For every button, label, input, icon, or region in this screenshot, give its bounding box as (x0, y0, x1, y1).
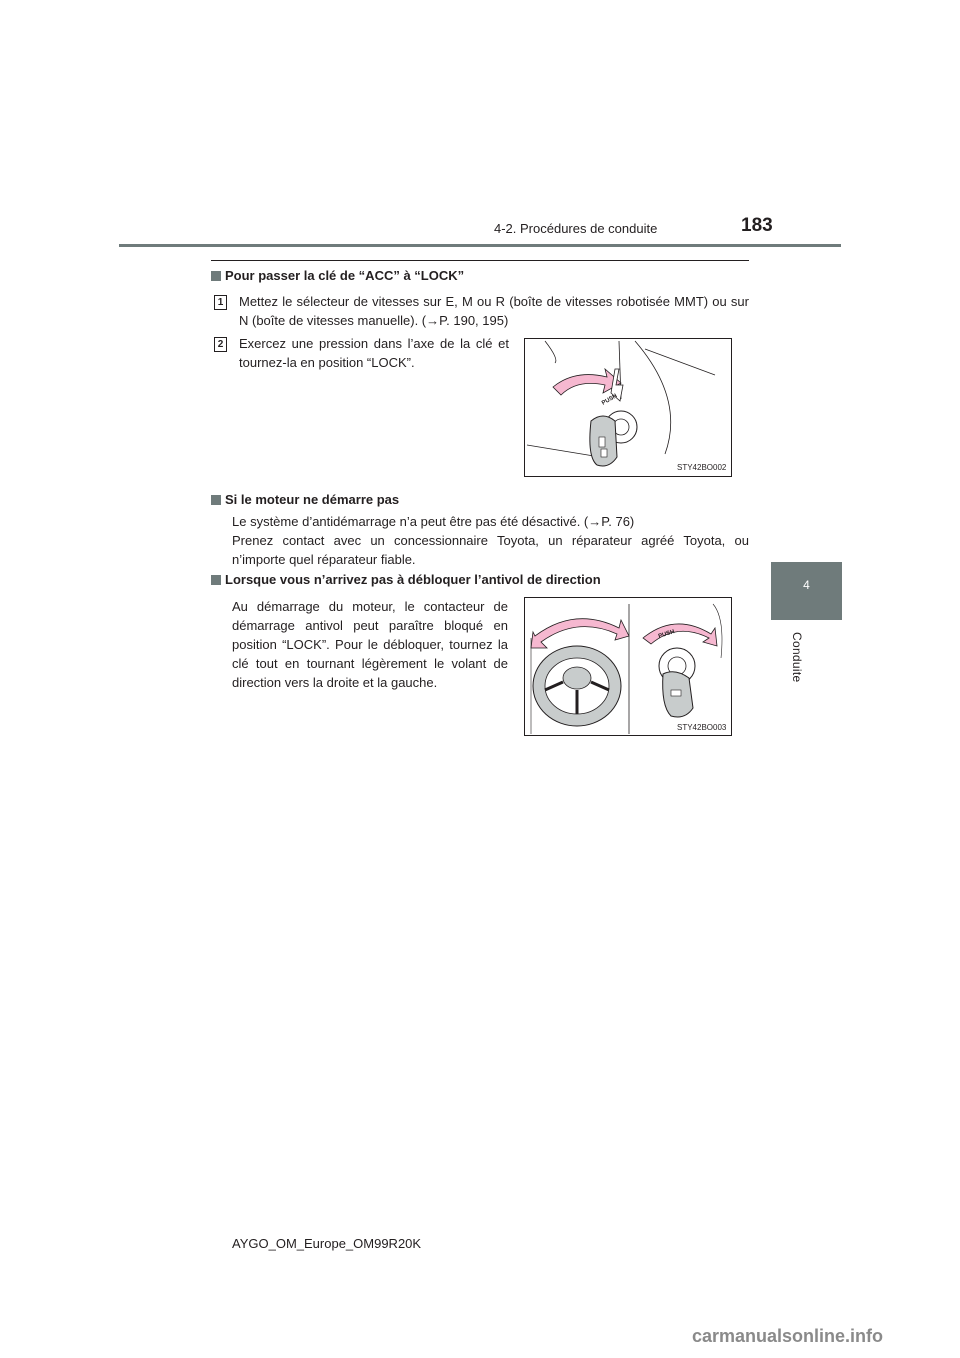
document-footer-code: AYGO_OM_Europe_OM99R20K (232, 1236, 422, 1251)
header-section-title: 4-2. Procédures de conduite (494, 221, 658, 236)
step-number-box: 2 (214, 337, 227, 352)
section-heading-steering-lock: Lorsque vous n’arrivez pas à débloquer l’antivol de direction (211, 572, 601, 587)
page-number: 183 (741, 215, 773, 236)
chapter-tab-label: Conduite (790, 632, 804, 683)
watermark: carmanualsonline.info (692, 1326, 884, 1346)
body-rule (211, 260, 749, 261)
header-rule (119, 244, 841, 247)
section-heading-engine-no-start: Si le moteur ne démarre pas (211, 492, 399, 507)
figure-steering-unlock (524, 597, 732, 736)
steering-lock-text: Au démarrage du moteur, le contacteur de démarrage antivol peut paraître bloqué en position “LOCK”. Pour le débloquer, tournez la clé tout en tournant légèrement le volant de direction vers la droite et la gauche. (232, 599, 508, 690)
figure-key-lock (524, 338, 732, 477)
figure-code: STY42BO003 (677, 723, 727, 732)
section-bullet-icon (211, 495, 221, 505)
contact-dealer-text: Prenez contact avec un concessionnaire Toyota, un réparateur agréé Toyota, ou n’importe quel réparateur fiable. (232, 533, 749, 567)
step-2-text: Exercez une pression dans l’axe de la clé et tournez-la en position “LOCK”. (239, 336, 509, 370)
chapter-tab-number: 4 (803, 578, 810, 592)
push-label: PUSH (601, 393, 619, 407)
push-label: PUSH (657, 629, 676, 640)
step-number-box: 1 (214, 295, 227, 310)
key-lock-illustration (525, 339, 731, 476)
section-bullet-icon (211, 271, 221, 281)
figure-code: STY42BO002 (677, 463, 727, 472)
section-bullet-icon (211, 575, 221, 585)
steering-unlock-illustration (525, 598, 731, 735)
step-1-text: Mettez le sélecteur de vitesses sur E, M ou R (boîte de vitesses robotisée MMT) ou sur N (boîte de vitesses manuelle). (→P. 190, 195) (239, 294, 749, 328)
section-heading-acc-lock: Pour passer la clé de “ACC” à “LOCK” (211, 268, 464, 283)
immobilizer-line: Le système d’antidémarrage n’a peut être pas été désactivé. (→P. 76) (232, 514, 635, 529)
